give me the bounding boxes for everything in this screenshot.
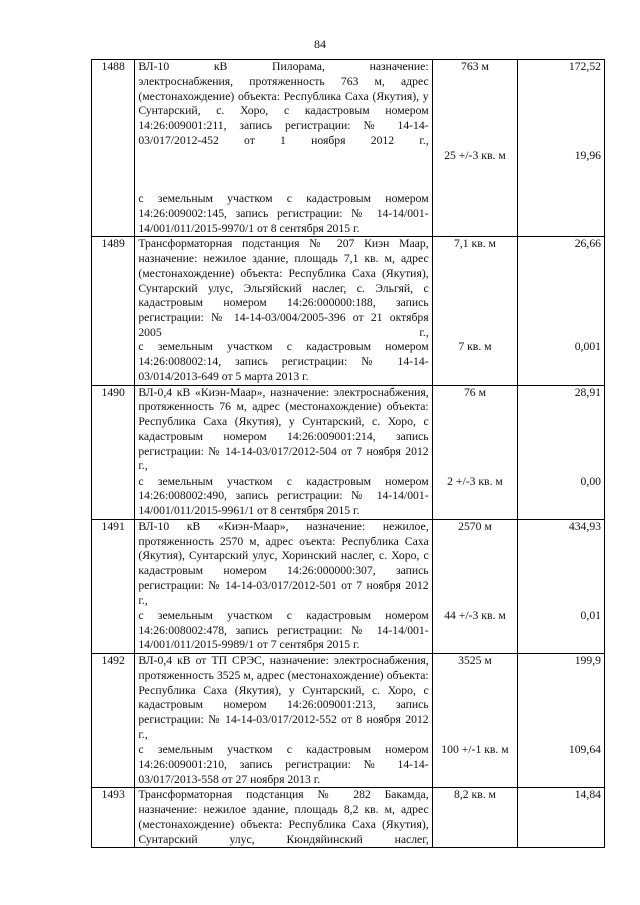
object-value: 28,91 [574,385,601,399]
land-plot-text: с земельным участком с кадастровым номером 14:26:009002:145, запись регистрации: № 14-14/001-14/001/011/2015-9970/1 от 8 сентября 2015 г. [138,192,429,235]
land-plot-text: с земельным участком с кадастровым номером 14:26:009001:210, запись регистрации: № 14-14-03/017/2013-558 от 27 ноября 2013 г. [138,743,429,786]
value-cell [518,237,605,385]
object-main-rest: электроснабжения, протяженность 763 м, адрес (местонахождение) объекта: Республика Саха (Якутия), у Сунтарский, с. Хоро, с кадастровым номером 14:26:009001:211, запись регистрации: № 14-14-03/017/2012-452 от 1 ноября 2012 г., [138,74,429,147]
land-quantity: 100 +/-1 кв. м [441,743,509,756]
row-number: 1489 [92,237,135,385]
land-plot-text: с земельным участком с кадастровым номером 14:26:008002:478, запись регистрации: № 14-14/001-14/001/011/2015-9989/1 от 7 сентября 2015 г. [138,608,429,652]
object-value: 434,93 [568,519,601,533]
land-quantity: 25 +/-3 кв. м [444,149,506,162]
object-quantity: 2570 м [458,519,492,533]
value-cell [518,519,605,653]
object-quantity: 7,1 кв. м [453,237,496,251]
quantity-cell [432,237,518,385]
value-cell [518,788,605,848]
row-number: 1491 [92,519,135,653]
value-cell [518,60,605,237]
row-number: 1492 [92,654,135,788]
object-description [135,385,432,519]
quantity-cell [432,385,518,519]
object-main-text [138,60,428,192]
object-quantity: 3525 м [458,654,492,667]
quantity-cell [432,788,518,848]
land-value: 0,001 [574,340,601,354]
land-quantity: 44 +/-3 кв. м [444,608,506,622]
object-main-text: ВЛ-0,4 кВ «Киэн-Маар», назначение: электроснабжения, протяженность 76 м, адрес (местонахождение) объекта: Республика Саха (Якутия), у Сунтарский, с. Хоро, с кадастровым номером 14:26:009001:214, запись регистрации: № 14-14-03/017/2012-504 от 7 ноября 2012 г., [138,385,429,473]
object-line-word: кВ [213,60,228,73]
value-cell [518,654,605,788]
land-value: 0,00 [580,474,601,488]
land-value: 109,64 [568,743,601,756]
table-row [92,60,605,237]
table-row [92,237,605,385]
object-value: 172,52 [568,60,601,73]
land-value: 19,96 [574,149,601,162]
land-quantity: 2 +/-3 кв. м [447,474,503,488]
object-line-word: назначение: [369,60,429,73]
table-row [92,788,605,848]
object-description [135,654,432,788]
table-row [92,519,605,653]
property-register-table [91,59,605,848]
object-value: 14,84 [574,788,601,802]
land-quantity: 7 кв. м [458,340,492,354]
row-number: 1488 [92,60,135,237]
object-description [135,788,432,848]
object-description [135,237,432,385]
row-number: 1490 [92,385,135,519]
object-main-text: Трансформаторная подстанция № 207 Киэн Маар, назначение: нежилое здание, площадь 7,1 кв. м, адрес (местонахождение) объекта: Республика Саха (Якутия), Сунтарский улус, Эльгяйский наслег, с. Эльгяй, с кадастровым номером 14:26:000000:188, запись регистрации: № 14-14-03/004/2005-396 от 21 октября 2005 г., [138,237,429,339]
object-main-text: Трансформаторная подстанция № 282 Бакамда, назначение: нежилое здание, площадь 8,2 кв. м, адрес (местонахождение) объекта: Республика Саха (Якутия), Сунтарский улус, Кюндяйинский наслег, [138,788,429,846]
object-quantity: 8,2 кв. м [453,788,496,802]
object-description [135,60,432,237]
quantity-cell [432,654,518,788]
land-value: 0,01 [580,608,601,622]
object-line-word: ВЛ-10 [138,60,170,73]
object-main-text: ВЛ-0,4 кВ от ТП СРЭС, назначение: электроснабжения, протяженность 3525 м, адрес (местонахождение) объекта: Республика Саха (Якутия), у Сунтарский, с. Хоро, с кадастровым номером 14:26:009001:213, запись регистрации: № 14-14-03/017/2012-552 от 8 ноября 2012 г., [138,654,429,741]
object-value: 26,66 [574,237,601,251]
object-description [135,519,432,653]
object-value: 199,9 [574,654,601,667]
table-row [92,654,605,788]
object-main-text: ВЛ-10 кВ «Киэн-Маар», назначение: нежилое, протяженность 2570 м, адрес оъекта: Республика Саха (Якутия), Сунтарский улус, Хоринский наслег, с. Хоро, с кадастровым номером 14:26:000000:307, запись регистрации: № 14-14-03/017/2012-501 от 7 ноября 2012 г., [138,519,429,607]
quantity-cell [432,60,518,237]
object-line-word: Пилорама, [272,60,325,73]
quantity-cell [432,519,518,653]
land-plot-text: с земельным участком с кадастровым номером 14:26:008002:14, запись регистрации: № 14-14-03/014/2013-649 от 5 марта 2013 г. [138,340,429,383]
object-quantity: 763 м [461,60,489,73]
value-cell [518,385,605,519]
page-number: 84 [314,37,326,51]
object-quantity: 76 м [463,385,486,399]
table-row [92,385,605,519]
land-plot-text: с земельным участком с кадастровым номером 14:26:008002:490, запись регистрации: № 14-14/001-14/001/011/2015-9961/1 от 8 сентября 2015 г. [138,474,429,517]
row-number: 1493 [92,788,135,848]
